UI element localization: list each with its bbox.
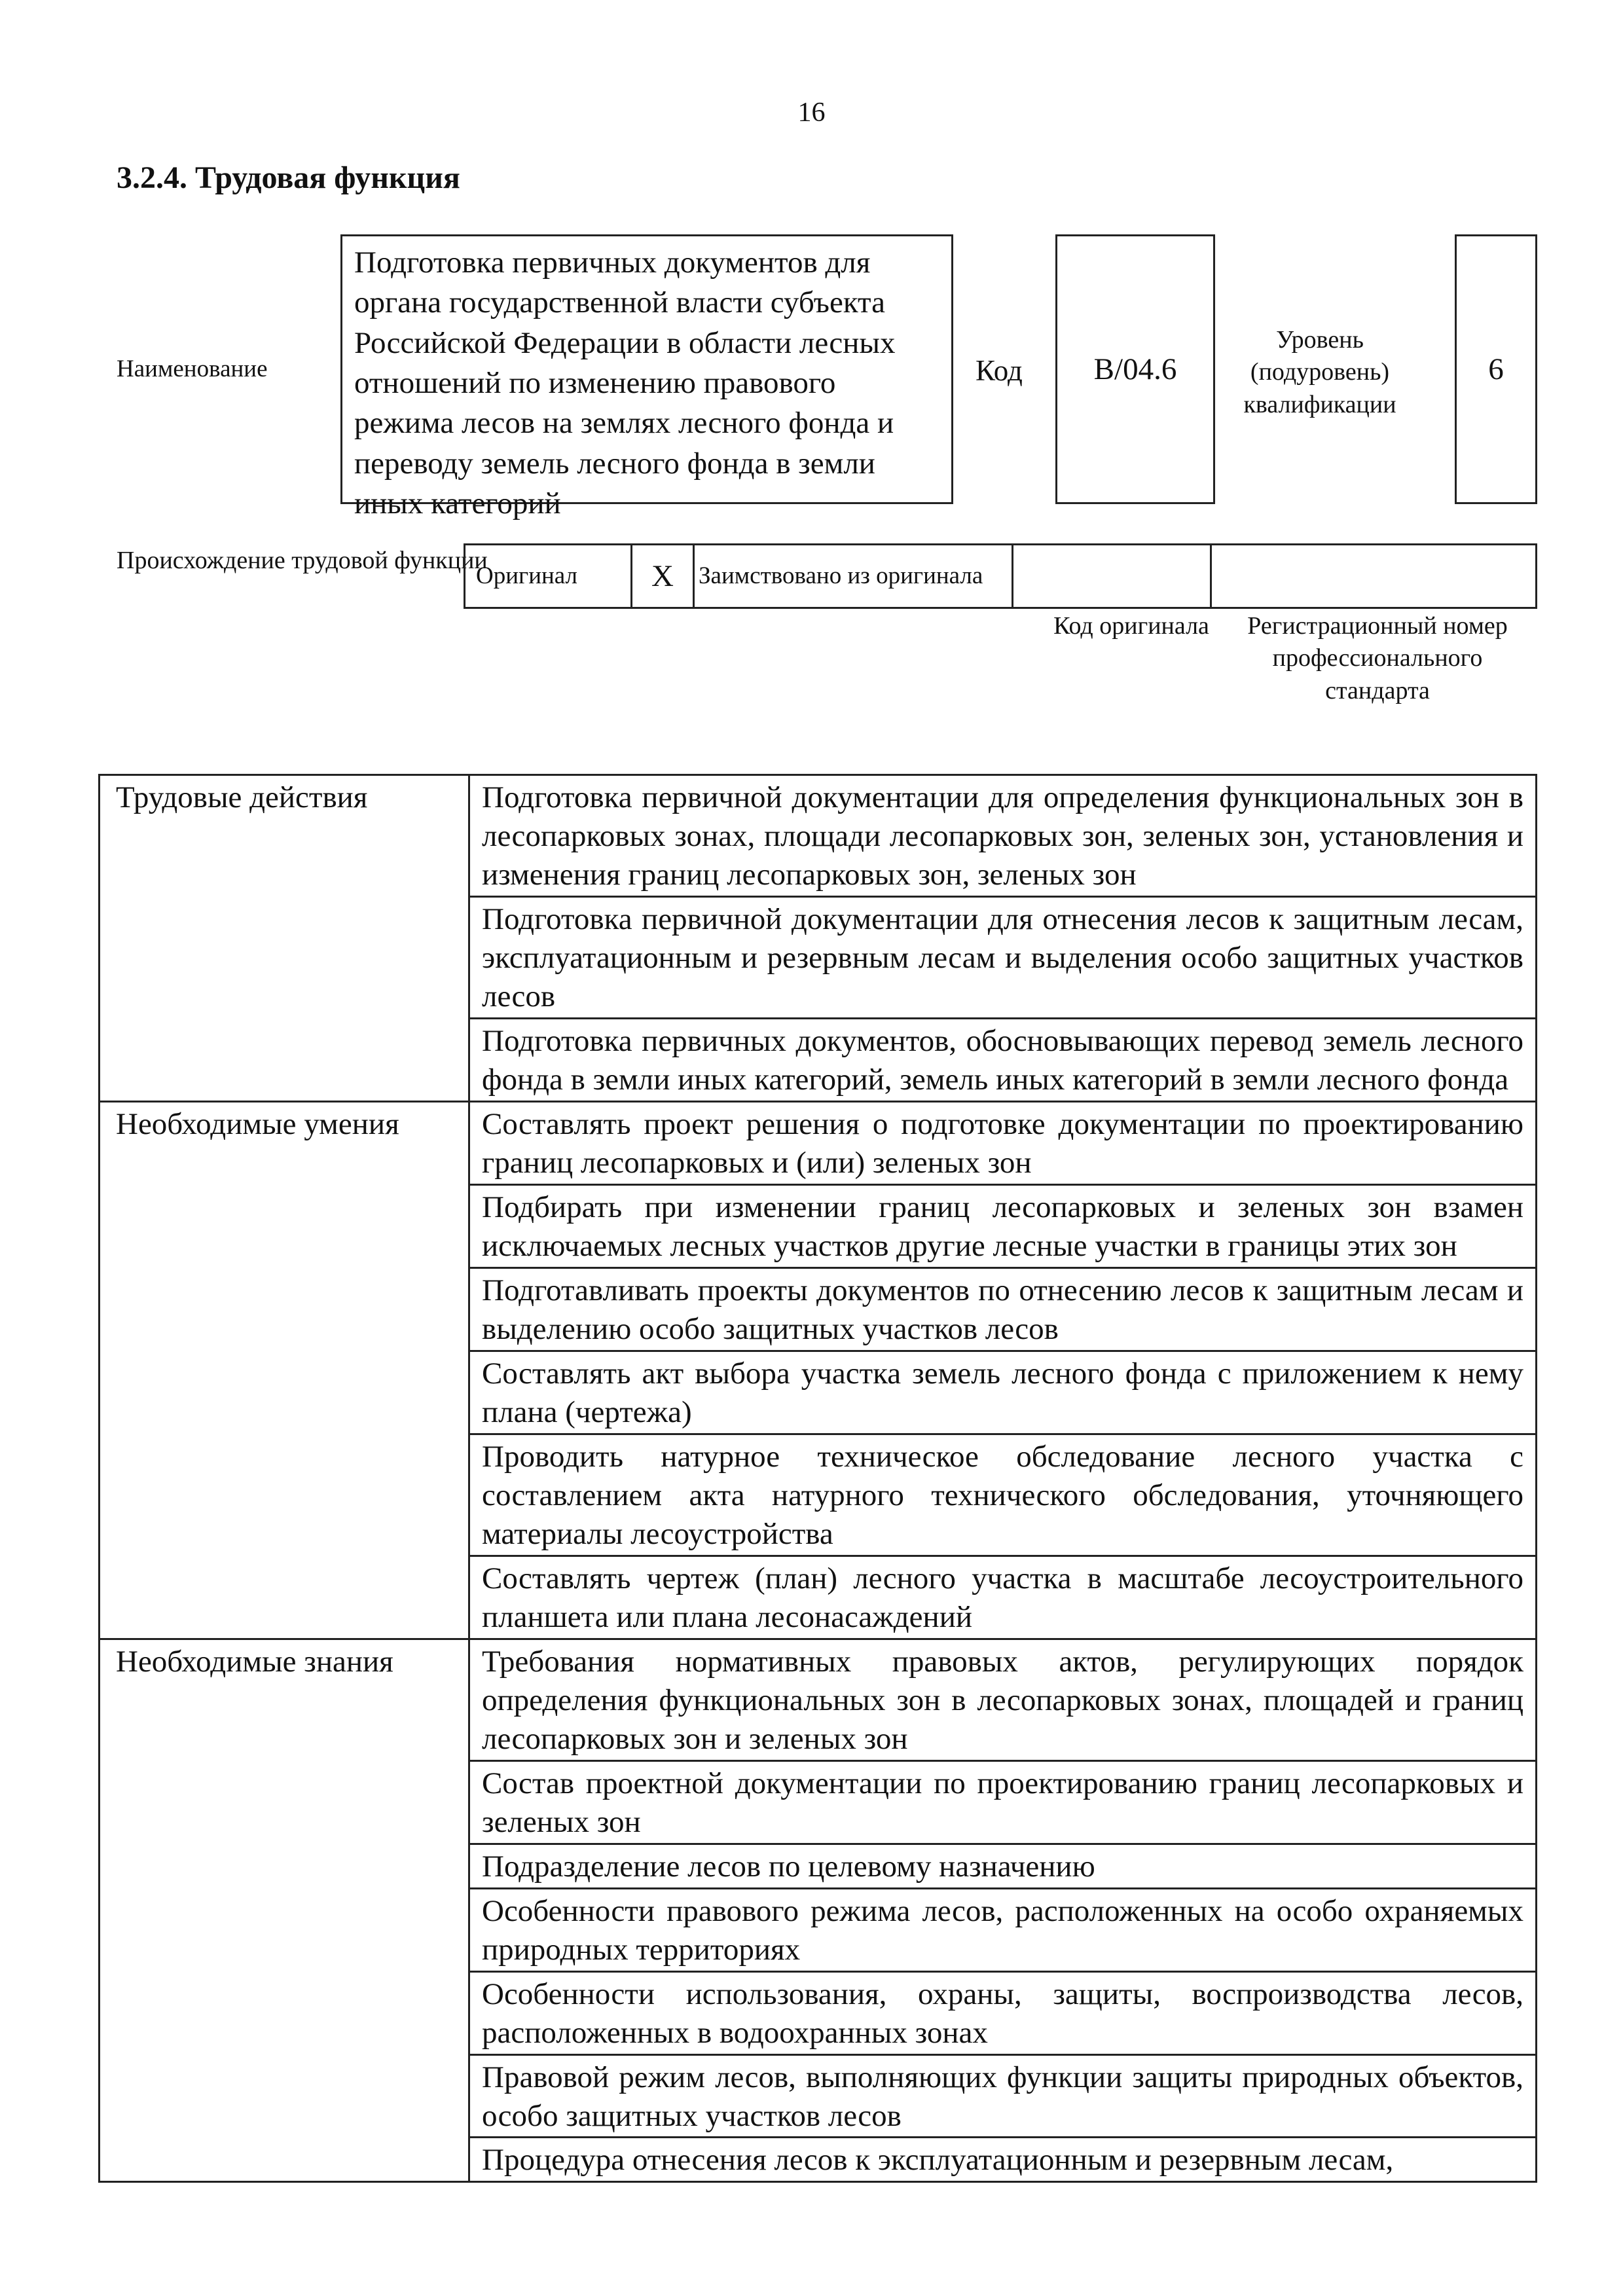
requirement-item: Особенности использования, охраны, защиты, воспроизводства лесов, расположенных в водоохранных зонах [469, 1971, 1537, 2054]
level-label: Уровень (подуровень) квалификации [1243, 326, 1396, 418]
origin-borrowed-label: Заимствовано из оригинала [694, 545, 1013, 608]
requirement-item: Проводить натурное техническое обследование лесного участка с составлением акта натурного технического обследования, уточняющего материалы лесоустройства [469, 1434, 1537, 1556]
section-label: Трудовые действия [100, 775, 469, 1102]
origin-label: Происхождение трудовой функции [117, 547, 488, 574]
requirements-table [98, 774, 1537, 2183]
requirement-item: Подготавливать проекты документов по отнесению лесов к защитным лесам и выделению особо защитных участков лесов [469, 1267, 1537, 1351]
requirement-item: Составлять проект решения о подготовке документации по проектированию границ лесопарковых и (или) зеленых зон [469, 1101, 1537, 1184]
table-row [100, 1101, 1537, 1184]
page-number: 16 [797, 98, 826, 128]
origin-original-mark: X [632, 545, 694, 608]
requirement-item: Подразделение лесов по целевому назначению [469, 1844, 1537, 1888]
requirement-item: Составлять акт выбора участка земель лесного фонда с приложением к нему плана (чертежа) [469, 1351, 1537, 1434]
code-original-caption: Код оригинала [1053, 612, 1209, 640]
section-label: Необходимые умения [100, 1101, 469, 1639]
name-label: Наименование [117, 355, 268, 382]
section-label: Необходимые знания [100, 1639, 469, 2182]
origin-table [464, 543, 1537, 609]
requirement-item: Процедура отнесения лесов к эксплуатационным и резервным лесам, [469, 2138, 1537, 2182]
function-name-box: Подготовка первичных документов для органа государственной власти субъекта Российской Федерации в области лесных отношений по изменению правового режима лесов на землях лесного фонда и переводу земель лесного фонда в земли иных категорий [340, 234, 953, 504]
code-box: B/04.6 [1055, 234, 1215, 504]
requirement-item: Составлять чертеж (план) лесного участка в масштабе лесоустроительного планшета или плана лесонасаждений [469, 1556, 1537, 1639]
requirement-item: Подбирать при изменении границ лесопарковых и зеленых зон взамен исключаемых лесных участков другие лесные участки в границы этих зон [469, 1184, 1537, 1267]
origin-original-label: Оригинал [465, 545, 632, 608]
origin-code-cell [1013, 545, 1211, 608]
requirement-item: Состав проектной документации по проектированию границ лесопарковых и зеленых зон [469, 1760, 1537, 1844]
requirement-item: Правовой режим лесов, выполняющих функции защиты природных объектов, особо защитных участков лесов [469, 2054, 1537, 2138]
requirement-item: Подготовка первичных документов, обосновывающих перевод земель лесного фонда в земли иных категорий, земель иных категорий в земли лесного фонда [469, 1018, 1537, 1101]
section-title: 3.2.4. Трудовая функция [117, 160, 460, 195]
requirement-item: Требования нормативных правовых актов, регулирующих порядок определения функциональных зон в лесопарковых зонах, площадей и границ лесопарковых зон и зеленых зон [469, 1639, 1537, 1760]
requirement-item: Подготовка первичной документации для отнесения лесов к защитным лесам, эксплуатационным и резервным лесам и выделения особо защитных участков лесов [469, 896, 1537, 1018]
table-row [100, 775, 1537, 897]
requirement-item: Особенности правового режима лесов, расположенных на особо охраняемых природных территориях [469, 1888, 1537, 1971]
reg-number-caption: Регистрационный номер профессионального стандарта [1247, 612, 1508, 704]
table-row [100, 1639, 1537, 1760]
origin-reg-cell [1211, 545, 1537, 608]
requirement-item: Подготовка первичной документации для определения функциональных зон в лесопарковых зонах, площади лесопарковых зон, зеленых зон, установления и изменения границ лесопарковых зон, зеленых зон [469, 775, 1537, 897]
code-label: Код [976, 354, 1023, 387]
level-box: 6 [1455, 234, 1537, 504]
